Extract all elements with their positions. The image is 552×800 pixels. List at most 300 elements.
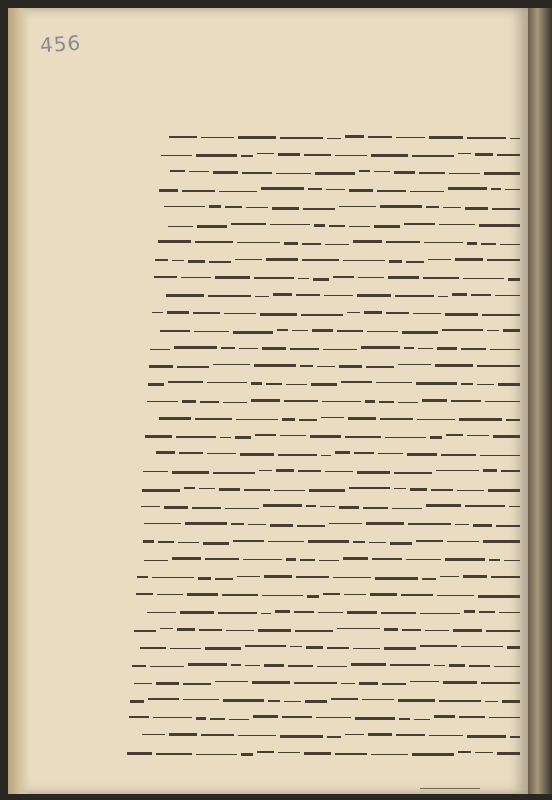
ink-stroke — [379, 401, 394, 403]
ink-stroke — [213, 364, 250, 365]
ink-stroke — [354, 452, 374, 454]
ink-stroke — [455, 258, 483, 261]
ink-stroke — [213, 472, 255, 474]
ink-stroke — [477, 384, 494, 385]
manuscript-line — [128, 730, 522, 744]
manuscript-line — [133, 642, 522, 656]
ink-stroke — [237, 576, 260, 577]
ink-stroke — [445, 558, 485, 561]
ink-stroke — [390, 664, 430, 666]
ink-stroke — [309, 489, 345, 492]
ink-stroke — [420, 645, 457, 647]
ink-stroke — [196, 717, 206, 720]
ink-stroke — [184, 487, 195, 489]
manuscript-line — [141, 502, 522, 516]
ink-stroke — [497, 752, 520, 755]
ink-stroke — [272, 207, 299, 210]
ink-stroke — [402, 629, 421, 631]
manuscript-line — [130, 695, 522, 709]
ink-stroke — [298, 470, 321, 472]
ink-stroke — [371, 754, 408, 755]
ink-stroke — [343, 260, 385, 261]
ink-stroke — [266, 383, 282, 385]
ink-stroke — [385, 437, 426, 438]
manuscript-line — [132, 660, 522, 674]
ink-stroke — [459, 716, 485, 718]
ink-stroke — [275, 610, 290, 613]
ink-stroke — [353, 240, 382, 243]
manuscript-line — [129, 713, 522, 727]
ink-stroke — [201, 137, 234, 138]
ink-stroke — [130, 700, 144, 703]
ink-stroke — [388, 276, 419, 279]
manuscript-line — [145, 431, 522, 445]
ink-stroke — [170, 648, 201, 649]
ink-stroke — [150, 349, 170, 350]
ink-stroke — [219, 488, 240, 491]
ink-stroke — [226, 630, 254, 631]
ink-stroke — [196, 754, 237, 755]
ink-stroke — [501, 470, 520, 472]
ink-stroke — [196, 154, 237, 157]
ink-stroke — [264, 575, 292, 578]
ink-stroke — [437, 595, 474, 596]
ink-stroke — [294, 682, 337, 684]
ink-stroke — [223, 699, 264, 702]
ink-stroke — [147, 612, 176, 613]
ink-stroke — [220, 437, 231, 438]
ink-stroke — [447, 541, 479, 542]
ink-stroke — [426, 206, 439, 208]
ink-stroke — [475, 153, 493, 156]
ink-stroke — [300, 559, 315, 561]
ink-stroke — [359, 170, 370, 172]
ink-stroke — [345, 734, 364, 735]
ink-stroke — [347, 312, 360, 313]
manuscript-line — [131, 678, 522, 692]
ink-stroke — [187, 593, 218, 596]
manuscript-line — [148, 378, 522, 392]
ink-stroke — [251, 382, 262, 385]
ink-stroke — [280, 435, 306, 436]
ink-stroke — [367, 331, 398, 332]
manuscript-line — [162, 132, 522, 146]
ink-stroke — [222, 594, 258, 596]
ink-stroke — [311, 383, 337, 386]
manuscript-line — [144, 449, 522, 463]
ink-stroke — [335, 155, 367, 156]
ink-stroke — [257, 153, 274, 154]
ink-stroke — [327, 647, 349, 649]
ink-stroke — [394, 472, 432, 474]
ink-stroke — [145, 435, 172, 438]
ink-stroke — [362, 699, 394, 700]
manuscript-line — [134, 625, 522, 639]
manuscript-page — [8, 8, 528, 794]
ink-stroke — [239, 348, 258, 349]
ink-stroke — [341, 683, 355, 684]
ink-stroke — [449, 173, 480, 174]
ink-stroke — [312, 329, 333, 332]
ink-stroke — [384, 628, 398, 631]
ink-stroke — [298, 278, 309, 279]
ink-stroke — [381, 612, 416, 614]
ink-stroke — [455, 524, 469, 525]
ink-stroke — [159, 189, 178, 192]
ink-stroke — [314, 224, 325, 227]
ink-stroke — [134, 683, 152, 684]
ink-stroke — [327, 138, 341, 139]
manuscript-line — [138, 554, 522, 568]
ink-stroke — [478, 595, 520, 598]
ink-stroke — [473, 524, 492, 527]
ink-stroke — [316, 717, 351, 718]
ink-stroke — [494, 666, 520, 667]
ink-stroke — [380, 418, 413, 420]
ink-stroke — [493, 435, 520, 438]
text-block — [126, 132, 522, 772]
ink-stroke — [366, 366, 394, 368]
ink-stroke — [315, 172, 355, 175]
ink-stroke — [172, 260, 184, 261]
ink-stroke — [278, 454, 317, 456]
ink-stroke — [509, 506, 520, 507]
ink-stroke — [337, 330, 363, 332]
ink-stroke — [486, 630, 520, 632]
ink-stroke — [353, 648, 380, 649]
ink-stroke — [238, 136, 276, 139]
ink-stroke — [168, 226, 193, 227]
ink-stroke — [156, 753, 192, 755]
ink-stroke — [278, 153, 300, 156]
ink-stroke — [479, 224, 520, 227]
folio-number: 456 — [39, 30, 82, 58]
ink-stroke — [374, 171, 390, 172]
ink-stroke — [467, 242, 477, 245]
ink-stroke — [467, 137, 506, 139]
ink-stroke — [154, 276, 177, 278]
ink-stroke — [437, 347, 457, 350]
ink-stroke — [158, 240, 191, 243]
ink-stroke — [395, 295, 434, 297]
ink-stroke — [497, 154, 520, 156]
ink-stroke — [170, 170, 185, 172]
manuscript-line — [142, 484, 522, 498]
ink-stroke — [402, 331, 438, 334]
ink-stroke — [177, 628, 195, 631]
ink-stroke — [223, 402, 247, 403]
ink-stroke — [209, 261, 231, 263]
ink-stroke — [335, 451, 350, 454]
manuscript-line — [143, 466, 522, 480]
ink-stroke — [398, 364, 431, 365]
ink-stroke — [304, 154, 331, 156]
ink-stroke — [459, 418, 502, 421]
ink-stroke — [144, 560, 168, 561]
ink-stroke — [353, 541, 365, 543]
ink-stroke — [231, 223, 266, 225]
ink-stroke — [425, 630, 449, 631]
ink-stroke — [144, 523, 181, 524]
ink-stroke — [277, 329, 288, 331]
ink-stroke — [424, 242, 463, 243]
ink-stroke — [335, 753, 367, 755]
ink-stroke — [270, 224, 310, 225]
ink-stroke — [439, 224, 475, 225]
ink-stroke — [270, 524, 293, 527]
ink-stroke — [483, 540, 520, 543]
ink-stroke — [435, 364, 473, 367]
ink-stroke — [333, 276, 354, 278]
ink-stroke — [365, 400, 375, 403]
manuscript-line — [140, 519, 522, 533]
ink-stroke — [496, 525, 520, 527]
ink-stroke — [182, 190, 215, 192]
ink-stroke — [195, 418, 232, 420]
ink-stroke — [464, 610, 475, 613]
ink-stroke — [259, 470, 272, 471]
ink-stroke — [262, 347, 286, 350]
ink-stroke — [416, 382, 457, 385]
ink-stroke — [194, 331, 229, 332]
ink-stroke — [319, 560, 339, 561]
ink-stroke — [491, 188, 501, 190]
ink-stroke — [172, 471, 209, 474]
ink-stroke — [137, 576, 148, 578]
ink-stroke — [255, 296, 269, 297]
ink-stroke — [406, 559, 441, 560]
ink-stroke — [166, 294, 204, 297]
ink-stroke — [368, 733, 392, 736]
ink-stroke — [463, 278, 504, 279]
ink-stroke — [205, 558, 239, 560]
ink-stroke — [349, 226, 370, 227]
manuscript-line — [155, 255, 522, 269]
ink-stroke — [490, 349, 520, 350]
ink-stroke — [458, 751, 471, 753]
ink-stroke — [266, 258, 298, 261]
ink-stroke — [286, 384, 307, 385]
ink-stroke — [390, 542, 412, 545]
ink-stroke — [331, 698, 358, 700]
ink-stroke — [199, 629, 222, 631]
ink-stroke — [147, 401, 178, 402]
manuscript-line — [136, 590, 522, 604]
ink-stroke — [366, 522, 404, 525]
manuscript-line — [151, 326, 522, 340]
ink-stroke — [158, 541, 174, 543]
ink-stroke — [443, 681, 477, 684]
ink-stroke — [304, 752, 331, 755]
manuscript-line — [152, 308, 522, 322]
ink-stroke — [483, 469, 497, 472]
ink-stroke — [429, 136, 463, 139]
manuscript-line — [127, 748, 522, 762]
ink-stroke — [344, 594, 366, 595]
ink-stroke — [141, 506, 160, 507]
ink-stroke — [254, 277, 294, 279]
ink-stroke — [300, 365, 313, 367]
ink-stroke — [467, 735, 506, 738]
ink-stroke — [210, 718, 225, 720]
manuscript-line — [157, 220, 522, 234]
ink-stroke — [465, 505, 505, 507]
ink-stroke — [280, 137, 323, 139]
ink-stroke — [398, 699, 435, 702]
ink-stroke — [451, 400, 481, 402]
ink-stroke — [164, 506, 188, 509]
ink-stroke — [368, 136, 392, 138]
ink-stroke — [242, 172, 272, 174]
ink-stroke — [155, 259, 168, 261]
ink-stroke — [320, 506, 335, 507]
ink-stroke — [384, 647, 416, 650]
ink-stroke — [233, 331, 273, 334]
ink-stroke — [422, 578, 436, 580]
ink-stroke — [301, 314, 343, 316]
ink-stroke — [248, 524, 266, 525]
ink-stroke — [499, 612, 520, 613]
ink-stroke — [412, 753, 454, 756]
ink-stroke — [253, 715, 278, 718]
ink-stroke — [426, 504, 461, 507]
ink-stroke — [396, 137, 425, 138]
ink-stroke — [136, 593, 153, 595]
ink-stroke — [245, 665, 260, 666]
ink-stroke — [443, 207, 461, 208]
ink-stroke — [197, 225, 227, 228]
ink-stroke — [274, 490, 305, 491]
ink-stroke — [246, 207, 268, 208]
ink-stroke — [143, 540, 154, 543]
ink-stroke — [449, 664, 465, 667]
ink-stroke — [413, 313, 441, 314]
ink-stroke — [148, 698, 179, 700]
ink-stroke — [307, 595, 319, 598]
ink-stroke — [183, 699, 219, 700]
ink-stroke — [327, 736, 341, 738]
ink-stroke — [264, 664, 284, 667]
ink-stroke — [485, 701, 498, 702]
ink-stroke — [500, 244, 520, 245]
ink-stroke — [245, 645, 286, 647]
ink-stroke — [339, 506, 359, 509]
ink-stroke — [134, 630, 156, 632]
ink-stroke — [188, 663, 227, 666]
ink-stroke — [261, 613, 271, 614]
ink-stroke — [213, 171, 238, 174]
ink-stroke — [297, 525, 325, 527]
ink-stroke — [286, 558, 296, 561]
ink-stroke — [461, 646, 503, 647]
ink-stroke — [262, 595, 303, 596]
ink-stroke — [203, 542, 229, 545]
ink-stroke — [487, 259, 520, 261]
ink-stroke — [325, 244, 349, 245]
ink-stroke — [398, 402, 418, 403]
manuscript-line — [137, 572, 522, 586]
ink-stroke — [276, 469, 294, 472]
ink-stroke — [129, 716, 149, 718]
ink-stroke — [313, 278, 329, 281]
ink-stroke — [295, 630, 333, 632]
ink-stroke — [326, 189, 345, 190]
ink-stroke — [394, 488, 406, 489]
catchword-mark — [420, 778, 480, 789]
ink-stroke — [453, 629, 482, 632]
ink-stroke — [404, 347, 414, 349]
ink-stroke — [477, 365, 520, 367]
ink-stroke — [280, 735, 323, 738]
ink-stroke — [308, 540, 349, 543]
manuscript-line — [139, 537, 522, 551]
ink-stroke — [305, 700, 327, 703]
ink-stroke — [149, 365, 173, 368]
ink-stroke — [302, 259, 339, 261]
ink-stroke — [339, 365, 362, 368]
ink-stroke — [323, 349, 357, 350]
ink-stroke — [463, 575, 487, 578]
ink-stroke — [324, 295, 353, 296]
manuscript-line — [147, 396, 522, 410]
ink-stroke — [482, 314, 520, 316]
ink-stroke — [407, 453, 437, 456]
ink-stroke — [506, 419, 520, 421]
ink-stroke — [132, 665, 146, 667]
ink-stroke — [479, 611, 495, 613]
ink-stroke — [349, 487, 390, 489]
ink-stroke — [169, 136, 197, 138]
ink-stroke — [440, 576, 459, 577]
ink-stroke — [225, 206, 242, 208]
ink-stroke — [198, 577, 211, 580]
ink-stroke — [374, 225, 400, 228]
ink-stroke — [504, 560, 520, 561]
ink-stroke — [235, 259, 262, 260]
ink-stroke — [200, 401, 219, 403]
ink-stroke — [410, 488, 427, 491]
ink-stroke — [236, 419, 278, 420]
ink-stroke — [179, 452, 203, 454]
ink-stroke — [439, 700, 481, 702]
ink-stroke — [306, 505, 316, 507]
ink-stroke — [261, 187, 304, 190]
ink-stroke — [282, 418, 295, 421]
ink-stroke — [394, 171, 415, 174]
ink-stroke — [192, 507, 221, 509]
ink-stroke — [244, 489, 270, 491]
ink-stroke — [288, 665, 313, 667]
ink-stroke — [436, 470, 479, 471]
ink-stroke — [429, 735, 463, 736]
ink-stroke — [461, 383, 473, 385]
ink-stroke — [386, 241, 420, 243]
ink-stroke — [235, 436, 251, 439]
ink-stroke — [152, 312, 163, 313]
ink-stroke — [495, 295, 520, 296]
ink-stroke — [284, 242, 298, 245]
ink-stroke — [188, 260, 205, 263]
ink-stroke — [498, 383, 520, 386]
ink-stroke — [434, 715, 455, 718]
ink-stroke — [205, 647, 241, 650]
ink-stroke — [507, 646, 520, 649]
manuscript-line — [159, 185, 522, 199]
ink-stroke — [370, 593, 397, 596]
ink-stroke — [302, 243, 321, 245]
ink-stroke — [174, 346, 217, 349]
ink-stroke — [142, 489, 180, 492]
